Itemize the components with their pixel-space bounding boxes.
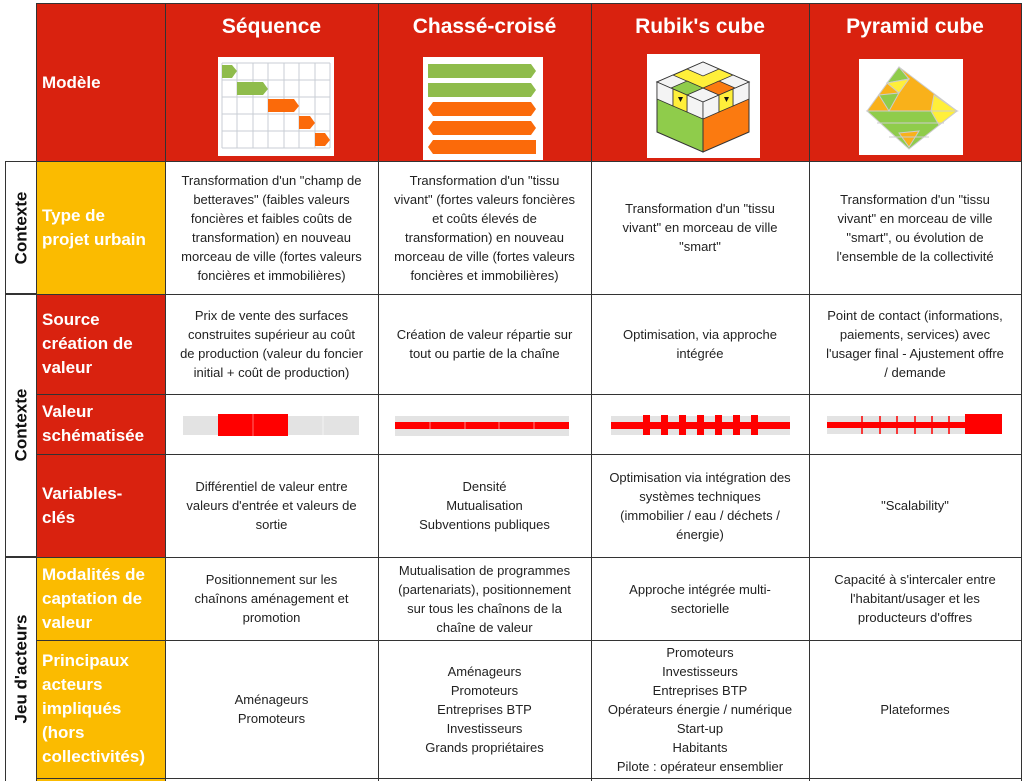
row-label-variables-cles: Variables- clés xyxy=(36,454,165,557)
cell-variables-rubiks: Optimisation via intégration des systèmes techniques (immobilier / eau / déchets / énergie) xyxy=(609,469,791,542)
cell-variables-chasse-croise: Densité Mutualisation Subventions publiques xyxy=(419,479,550,532)
gantt-sequence-icon xyxy=(218,57,334,156)
cell-source-chasse-croise: Création de valeur répartie sur tout ou partie de la chaîne xyxy=(396,327,573,361)
cell-modalites-chasse-croise: Mutualisation de programmes (partenariats), positionnement sur tous les chaînons de la chaîne de valeur xyxy=(398,562,571,635)
header-col-chasse-croise xyxy=(378,3,591,161)
grid-line xyxy=(36,454,1022,455)
row-label-type-projet: Type de projet urbain xyxy=(36,161,165,294)
cell-variables-pyramid: "Scalability" xyxy=(881,498,949,513)
rubiks-cube-icon xyxy=(647,54,760,158)
cell-variables-sequence: Différentiel de valeur entre valeurs d'entrée et valeurs de sortie xyxy=(186,479,357,532)
grid-line xyxy=(5,557,1022,558)
cell-modalites-sequence: Positionnement sur les chaînons aménagement et promotion xyxy=(194,572,349,625)
grid-line xyxy=(1021,3,1022,781)
pyramid-cube-icon xyxy=(859,59,963,155)
cell-source-pyramid: Point de contact (informations, paiements, services) avec l'usager final - Ajustement offre / demande xyxy=(826,308,1004,380)
cell-modalites-pyramid: Capacité à s'intercaler entre l'habitant/usager et les producteurs d'offres xyxy=(834,572,996,625)
group-label-jeu-acteurs: Jeu d'acteurs xyxy=(5,557,36,781)
row-label-modalites-captation: Modalités de captation de valeur xyxy=(36,557,165,640)
grid-line xyxy=(36,778,1022,779)
grid-line xyxy=(5,161,1022,162)
cell-type-projet-pyramid: Transformation d'un "tissu vivant" en morceau de ville "smart", ou évolution de l'ensemble de la collectivité xyxy=(836,191,994,264)
col-title-chasse-croise: Chassé-croisé xyxy=(412,15,557,38)
row-label-modele: Modèle xyxy=(42,73,101,92)
col-title-rubiks-cube: Rubik's cube xyxy=(635,15,765,38)
grid-line xyxy=(36,3,1022,4)
cell-acteurs-sequence: Aménageurs Promoteurs xyxy=(234,692,309,726)
cell-source-sequence: Prix de vente des surfaces construites supérieur au coût de production (valeur du foncier initial + coût de production) xyxy=(180,308,363,380)
cell-acteurs-rubiks: Promoteurs Investisseurs Entreprises BTP Opérateurs énergie / numérique Start-up Habitants Pilote : opérateur ensemblier xyxy=(607,644,793,774)
group-label-contexte-2: Contexte xyxy=(5,294,36,557)
row-label-valeur-schematisee: Valeur schématisée xyxy=(36,394,165,454)
group-label-contexte-1: Contexte xyxy=(5,161,36,294)
cell-source-rubiks: Optimisation, via approche intégrée xyxy=(623,327,777,361)
grid-line xyxy=(36,640,1022,641)
grid-line xyxy=(36,394,1022,395)
header-col-sequence xyxy=(165,3,378,161)
col-title-sequence: Séquence xyxy=(221,15,322,38)
header-col-rubiks-cube xyxy=(591,3,809,161)
parallel-bars-icon xyxy=(423,57,543,160)
cell-acteurs-pyramid: Plateformes xyxy=(880,701,950,717)
value-bar-sequence xyxy=(183,414,359,436)
cell-type-projet-rubiks: Transformation d'un "tissu vivant" en morceau de ville "smart" xyxy=(622,201,778,254)
col-title-pyramid-cube: Pyramid cube xyxy=(846,15,984,38)
header-label-cell xyxy=(36,3,165,161)
cell-type-projet-sequence: Transformation d'un "champ de betteraves" (faibles valeurs foncières et faibles coûts de transformation) en nouveau morceau de ville (fortes valeurs foncières et immobilières) xyxy=(181,172,362,283)
value-bar-chasse-croise xyxy=(395,416,569,436)
grid-line xyxy=(591,3,592,781)
cell-modalites-rubiks: Approche intégrée multi- sectorielle xyxy=(629,581,771,616)
row-label-principaux-acteurs: Principaux acteurs impliqués (hors collectivités) xyxy=(36,640,165,778)
cell-acteurs-chasse-croise: Aménageurs Promoteurs Entreprises BTP Investisseurs Grands propriétaires xyxy=(425,663,544,755)
grid-line xyxy=(809,3,810,781)
grid-line xyxy=(5,294,1022,295)
grid-line xyxy=(36,3,37,781)
cell-type-projet-chasse-croise: Transformation d'un "tissu vivant" (fortes valeurs foncières et coûts élevés de transformation) en nouveau morceau de ville (fortes valeurs foncières et immobilières) xyxy=(394,172,575,283)
value-bar-rubiks xyxy=(611,414,790,436)
value-bar-pyramid xyxy=(827,413,1002,435)
grid-line xyxy=(165,3,166,781)
header-col-pyramid-cube xyxy=(809,3,1021,161)
grid-line xyxy=(378,3,379,781)
row-label-source-creation: Source création de valeur xyxy=(36,294,165,394)
